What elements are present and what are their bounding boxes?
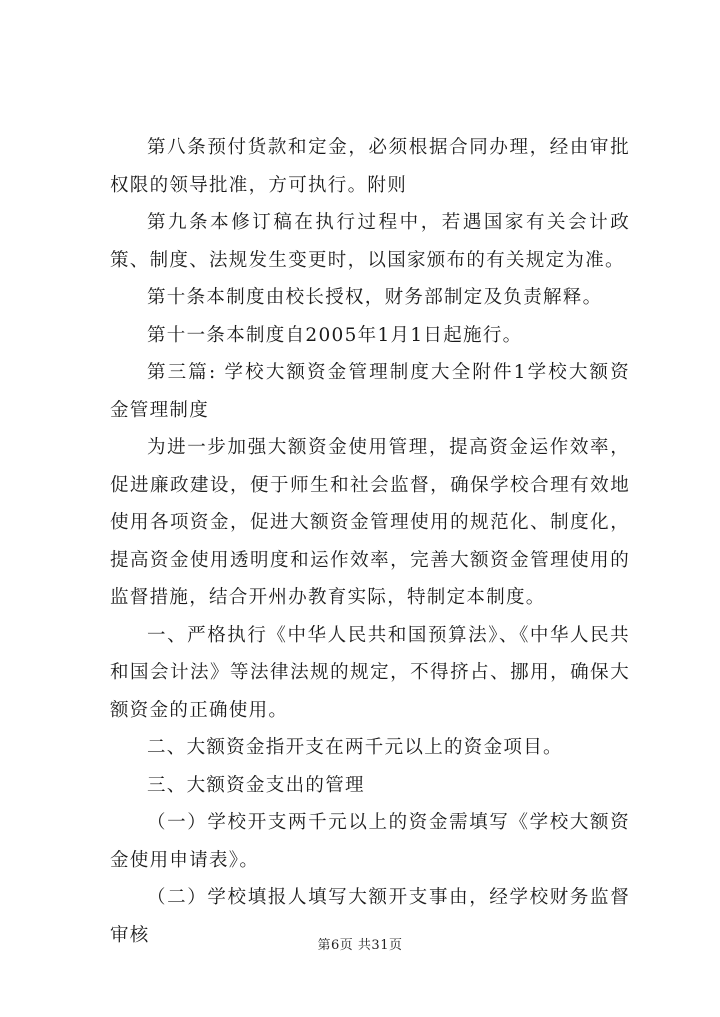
paragraph-subitem-1: （一）学校开支两千元以上的资金需填写《学校大额资金使用申请表》。 bbox=[110, 812, 630, 871]
section-heading-part-3: 第三篇: 学校大额资金管理制度大全附件1学校大额资金管理制度 bbox=[110, 362, 630, 421]
paragraph-item-3: 三、大额资金支出的管理 bbox=[147, 774, 365, 796]
paragraph-article-11: 第十一条本制度自2005年1月1日起施行。 bbox=[147, 324, 523, 346]
paragraph-subitem-2: （二）学校填报人填写大额开支事由，经学校财务监督审核 bbox=[110, 887, 630, 946]
paragraph-article-8: 第八条预付货款和定金，必须根据合同办理，经由审批权限的领导批准，方可执行。附则 bbox=[110, 137, 630, 196]
page-footer: 第6页 共31页 bbox=[317, 938, 403, 953]
paragraph-item-2: 二、大额资金指开支在两千元以上的资金项目。 bbox=[147, 737, 563, 758]
paragraph-article-10: 第十条本制度由校长授权，财务部制定及负责解释。 bbox=[147, 287, 603, 308]
paragraph-intro: 为进一步加强大额资金使用管理，提高资金运作效率，促进廉政建设，便于师生和社会监督，确保学校合理有效地使用各项资金，促进大额资金管理使用的规范化、制度化，提高资金使用透明度和运作效率，完善大额资金管理使用的监督措施，结合开州办教育实际，特制定本制度。 bbox=[110, 437, 630, 608]
paragraph-item-1: 一、严格执行《中华人民共和国预算法》、《中华人民共和国会计法》等法律法规的规定，不得挤占、挪用，确保大额资金的正确使用。 bbox=[110, 624, 630, 721]
paragraph-article-9: 第九条本修订稿在执行过程中，若遇国家有关会计政策、制度、法规发生变更时，以国家颁布的有关规定为准。 bbox=[110, 212, 630, 271]
document-body bbox=[110, 129, 630, 954]
